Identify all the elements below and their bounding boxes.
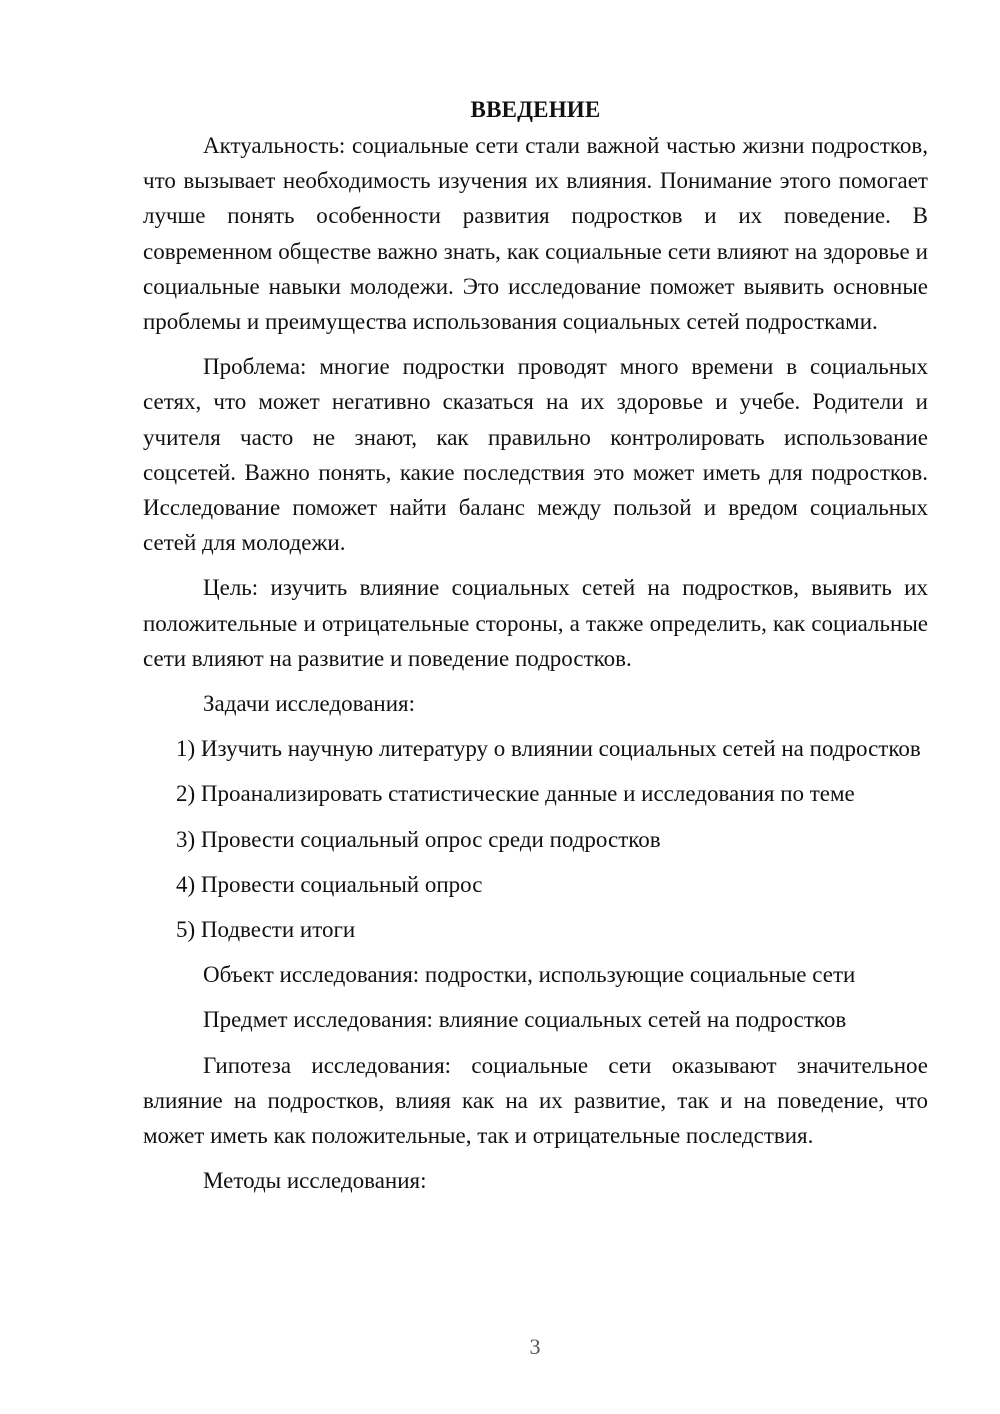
- page-number: 3: [529, 1334, 541, 1359]
- document-page: [143, 92, 928, 1198]
- task-item: 5) Подвести итоги: [176, 917, 356, 943]
- task-item: 1) Изучить научную литературу о влиянии социальных сетей на подростков: [176, 736, 921, 762]
- task-item: 2) Проанализировать статистические данные и исследования по теме: [176, 781, 855, 807]
- page-title: ВВЕДЕНИЕ: [470, 97, 601, 122]
- hypothesis-paragraph: Гипотеза исследования: социальные сети оказывают значительное влияние на подростков, влияя как на их развитие, так и на поведение, что может иметь как положительные, так и отрицательные последствия.: [143, 1052, 928, 1149]
- tasks-heading: Задачи исследования:: [203, 691, 416, 717]
- relevance-paragraph: Актуальность: социальные сети стали важной частью жизни подростков, что вызывает необходимость изучения их влияния. Понимание этого помогает лучше понять особенности развития подростков и их поведение. В современном обществе важно знать, как социальные сети влияют на здоровье и социальные навыки молодежи. Это исследование поможет выявить основные проблемы и преимущества использования социальных сетей подростками.: [143, 133, 928, 335]
- tasks-list: [143, 731, 928, 947]
- task-item: 4) Провести социальный опрос: [176, 871, 483, 897]
- object-paragraph: Объект исследования: подростки, использующие социальные сети: [203, 962, 856, 988]
- subject-paragraph: Предмет исследования: влияние социальных сетей на подростков: [203, 1007, 847, 1033]
- task-item: 3) Провести социальный опрос среди подростков: [176, 826, 661, 852]
- goal-paragraph: Цель: изучить влияние социальных сетей на подростков, выявить их положительные и отрицательные стороны, а также определить, как социальные сети влияют на развитие и поведение подростков.: [143, 575, 928, 671]
- problem-paragraph: Проблема: многие подростки проводят много времени в социальных сетях, что может негативно сказаться на их здоровье и учебе. Родители и учителя часто не знают, как правильно контролировать использование соцсетей. Важно понять, какие последствия это может иметь для подростков. Исследование поможет найти баланс между пользой и вредом социальных сетей для молодежи.: [143, 354, 928, 556]
- methods-heading: Методы исследования:: [203, 1168, 427, 1194]
